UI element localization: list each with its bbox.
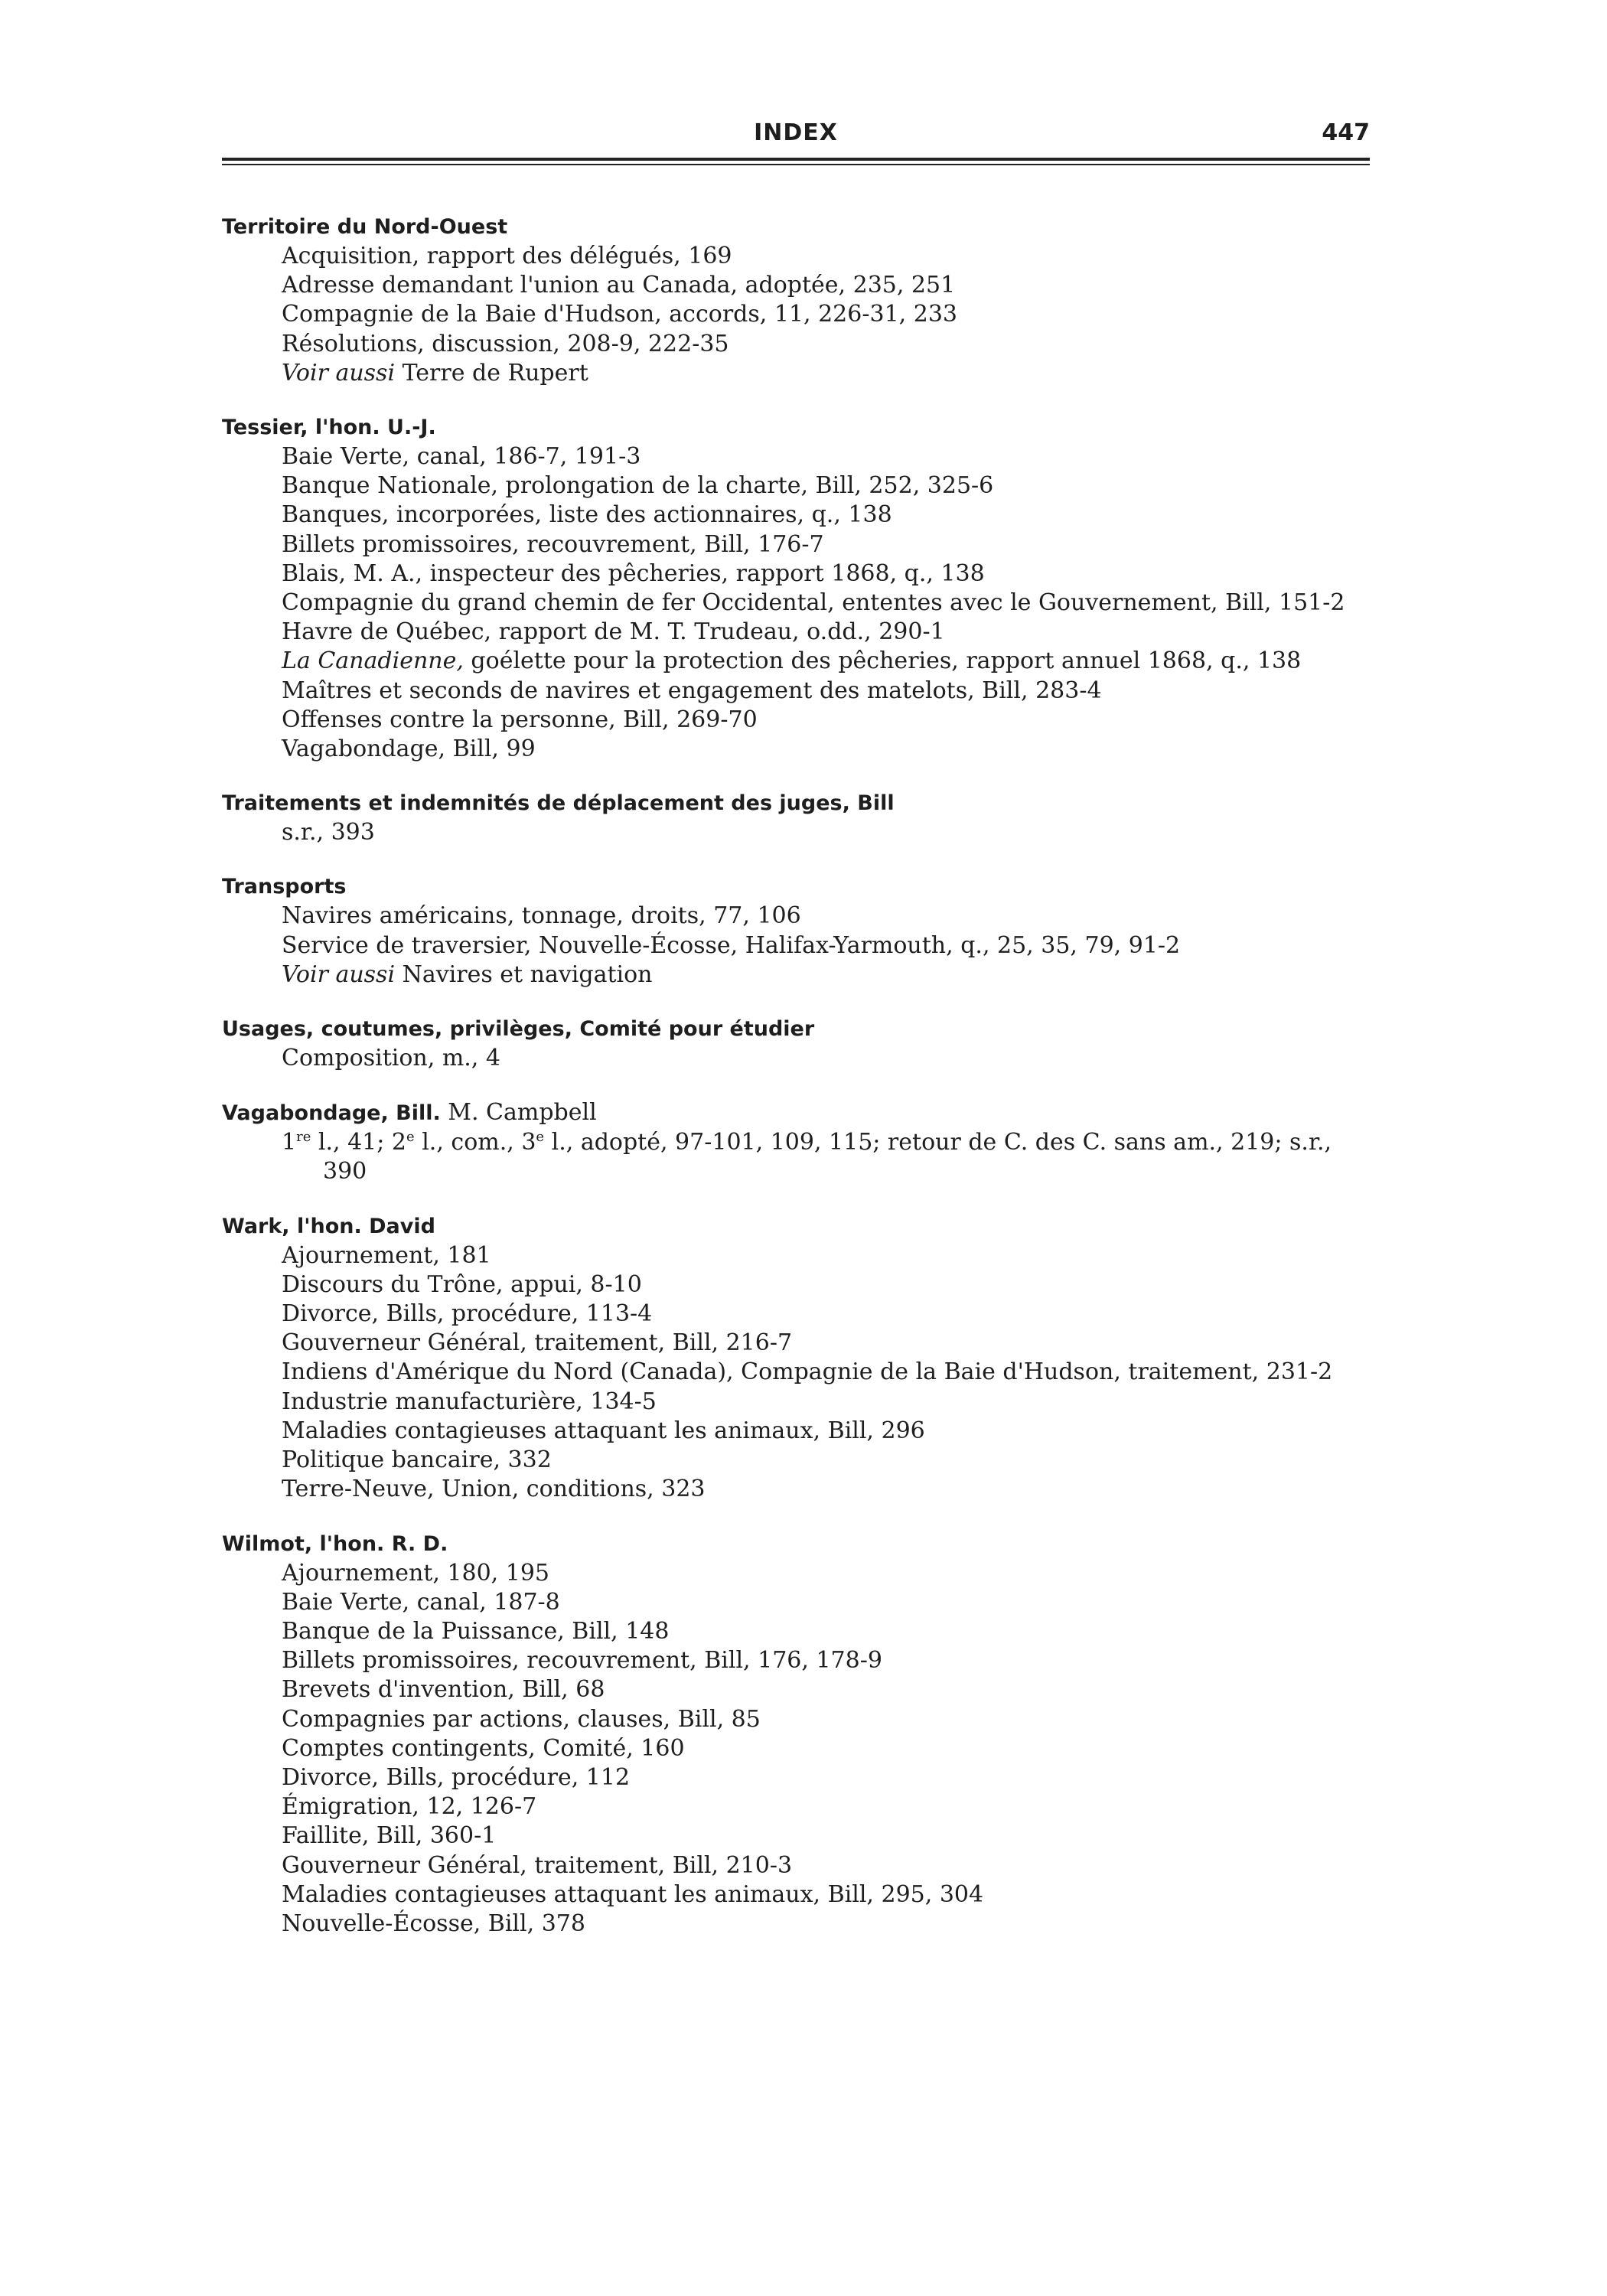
subentry-text: Discours du Trône, appui, 8-10 (282, 1270, 642, 1298)
subentry (222, 647, 1370, 676)
entry-heading (222, 213, 1370, 242)
subentry-text: Terre de Rupert (395, 359, 588, 386)
subentry-italic-lead: La Canadienne, (282, 647, 464, 675)
running-head (222, 115, 1370, 153)
subentry (222, 1446, 1370, 1475)
running-title: INDEX (754, 119, 838, 146)
entry-heading (222, 1530, 1370, 1559)
subentry-text: Industrie manufacturière, 134-5 (282, 1388, 657, 1415)
subentry-italic-lead: Voir aussi (282, 359, 396, 386)
subentry (222, 442, 1370, 471)
subentry-text: Baie Verte, canal, 186-7, 191-3 (282, 443, 641, 471)
subentry (222, 1417, 1370, 1446)
subentry-text: Baie Verte, canal, 187-8 (282, 1588, 560, 1616)
subentry-text: Divorce, Bills, procédure, 113-4 (282, 1300, 653, 1328)
subentry (222, 1734, 1370, 1763)
subentry (222, 1300, 1370, 1329)
subentry (222, 618, 1370, 647)
subentry-text: Acquisition, rapport des délégués, 169 (282, 243, 732, 269)
subentry (222, 1475, 1370, 1504)
subentry (222, 530, 1370, 559)
subentry (222, 1763, 1370, 1792)
header-rule-thin (222, 164, 1370, 165)
entry-heading-text: Wilmot, l'hon. R. D. (222, 1531, 448, 1556)
subentry (222, 359, 1370, 388)
subentry (222, 902, 1370, 931)
subentry (222, 1851, 1370, 1880)
entry-heading (222, 1015, 1370, 1044)
subentry (222, 1792, 1370, 1821)
entry-heading-text: Traitements et indemnités de déplacement des juges, Bill (222, 791, 895, 816)
subentry (222, 300, 1370, 329)
subentry-text: Navires et navigation (395, 960, 653, 988)
subentry-text: Comptes contingents, Comité, 160 (282, 1734, 685, 1762)
entry-heading (222, 413, 1370, 442)
subentry-text: Résolutions, discussion, 208-9, 222-35 (282, 330, 729, 357)
subentry (222, 960, 1370, 990)
subentry-text: Gouverneur Général, traitement, Bill, 210-3 (282, 1851, 793, 1879)
index-entry (222, 1015, 1370, 1073)
subentry-text: Vagabondage, Bill, 99 (282, 735, 536, 763)
index-page (222, 115, 1370, 1964)
subentry-text: Nouvelle-Écosse, Bill, 378 (282, 1910, 585, 1937)
subentry-text: Composition, m., 4 (282, 1045, 500, 1072)
subentry-text: Ajournement, 180, 195 (282, 1559, 550, 1587)
subentry (222, 1705, 1370, 1734)
subentry-text: Maladies contagieuses attaquant les animaux, Bill, 296 (282, 1417, 925, 1444)
index-entries (222, 213, 1370, 1939)
entry-heading (222, 789, 1370, 818)
subentry (222, 706, 1370, 735)
entry-heading (222, 1212, 1370, 1241)
subentry (222, 1675, 1370, 1704)
subentry-text: Service de traversier, Nouvelle-Écosse, Halifax-Yarmouth, q., 25, 35, 79, 91-2 (282, 931, 1181, 959)
entry-heading-text: Usages, coutumes, privilèges, Comité pour étudier (222, 1017, 815, 1042)
subentry-text: Billets promissoires, recouvrement, Bill, 176-7 (282, 530, 824, 558)
subentry-text: goélette pour la protection des pêcheries, rapport annuel 1868, q., 138 (463, 647, 1302, 675)
subentry (222, 818, 1370, 847)
subentry (222, 1821, 1370, 1851)
subentry (222, 1329, 1370, 1358)
subentry (222, 735, 1370, 764)
subentry-text: Compagnie du grand chemin de fer Occidental, ententes avec le Gouvernement, Bill, 151-2 (282, 589, 1345, 617)
index-entry (222, 1098, 1370, 1186)
subentry (222, 1388, 1370, 1417)
entry-heading-text: Tessier, l'hon. U.-J. (222, 416, 436, 440)
index-entry (222, 872, 1370, 990)
subentry (222, 501, 1370, 530)
subentry (222, 677, 1370, 706)
subentry-text: Banque de la Puissance, Bill, 148 (282, 1617, 670, 1645)
subentry-text: Faillite, Bill, 360-1 (282, 1822, 497, 1850)
subentry-text: Havre de Québec, rapport de M. T. Trudeau, o.dd., 290-1 (282, 618, 945, 646)
subentry-text: Maîtres et seconds de navires et engagement des matelots, Bill, 283-4 (282, 677, 1102, 704)
subentry (222, 1559, 1370, 1588)
index-entry (222, 413, 1370, 764)
subentry (222, 1646, 1370, 1675)
subentry (222, 559, 1370, 589)
subentry-text: Banque Nationale, prolongation de la charte, Bill, 252, 325-6 (282, 472, 994, 500)
subentry-text: Divorce, Bills, procédure, 112 (282, 1763, 631, 1791)
subentry (222, 1880, 1370, 1910)
subentry (222, 1910, 1370, 1939)
subentry-text: Politique bancaire, 332 (282, 1446, 552, 1474)
entry-heading-text: Vagabondage, Bill. (222, 1101, 441, 1126)
subentry-text: Émigration, 12, 126-7 (282, 1793, 537, 1821)
subentry-text: Compagnies par actions, clauses, Bill, 85 (282, 1705, 761, 1733)
subentry-text: Navires américains, tonnage, droits, 77, 106 (282, 902, 801, 930)
subentry-text: Adresse demandant l'union au Canada, adoptée, 235, 251 (282, 272, 956, 299)
subentry-text: Offenses contre la personne, Bill, 269-70 (282, 706, 758, 733)
header-rule-thick (222, 158, 1370, 161)
subentry (222, 589, 1370, 618)
subentry-text: Compagnie de la Baie d'Hudson, accords, 11, 226-31, 233 (282, 301, 957, 328)
subentry (222, 330, 1370, 359)
subentry-text: Blais, M. A., inspecteur des pêcheries, rapport 1868, q., 138 (282, 559, 985, 587)
subentry (222, 931, 1370, 960)
subentry (222, 271, 1370, 300)
subentry-text: Banques, incorporées, liste des actionnaires, q., 138 (282, 501, 892, 529)
subentry-text: Ajournement, 181 (282, 1241, 491, 1269)
subentry (222, 471, 1370, 501)
subentry (222, 1044, 1370, 1073)
subentry-text: Brevets d'invention, Bill, 68 (282, 1676, 605, 1704)
page-number: 447 (1322, 119, 1370, 146)
index-entry (222, 1530, 1370, 1939)
subentry-html: 1re l., 41; 2e l., com., 3e l., adopté, 97-101, 109, 115; retour de C. des C. sans am., 219; s.r., 390 (282, 1129, 1332, 1186)
subentry-text: Billets promissoires, recouvrement, Bill, 176, 178-9 (282, 1647, 882, 1675)
subentry (222, 1241, 1370, 1270)
subentry (222, 1588, 1370, 1617)
entry-heading (222, 1098, 1370, 1128)
subentry-text: Gouverneur Général, traitement, Bill, 216-7 (282, 1329, 793, 1357)
entry-heading-text: Transports (222, 875, 347, 899)
subentry-text: Maladies contagieuses attaquant les animaux, Bill, 295, 304 (282, 1880, 984, 1908)
subentry-text: s.r., 393 (282, 819, 375, 846)
index-entry (222, 789, 1370, 847)
entry-heading-text: Wark, l'hon. David (222, 1214, 435, 1238)
subentry (222, 1617, 1370, 1646)
index-entry (222, 213, 1370, 388)
subentry (222, 1358, 1370, 1387)
entry-heading (222, 872, 1370, 902)
subentry-text: Terre-Neuve, Union, conditions, 323 (282, 1476, 706, 1503)
index-entry (222, 1212, 1370, 1505)
subentry (222, 242, 1370, 271)
subentry-text: Indiens d'Amérique du Nord (Canada), Compagnie de la Baie d'Hudson, traitement, 231-2 (282, 1358, 1333, 1386)
entry-heading-text: Territoire du Nord-Ouest (222, 215, 508, 239)
entry-heading-suffix: M. Campbell (440, 1099, 597, 1127)
subentry (222, 1270, 1370, 1300)
subentry-italic-lead: Voir aussi (282, 960, 396, 988)
